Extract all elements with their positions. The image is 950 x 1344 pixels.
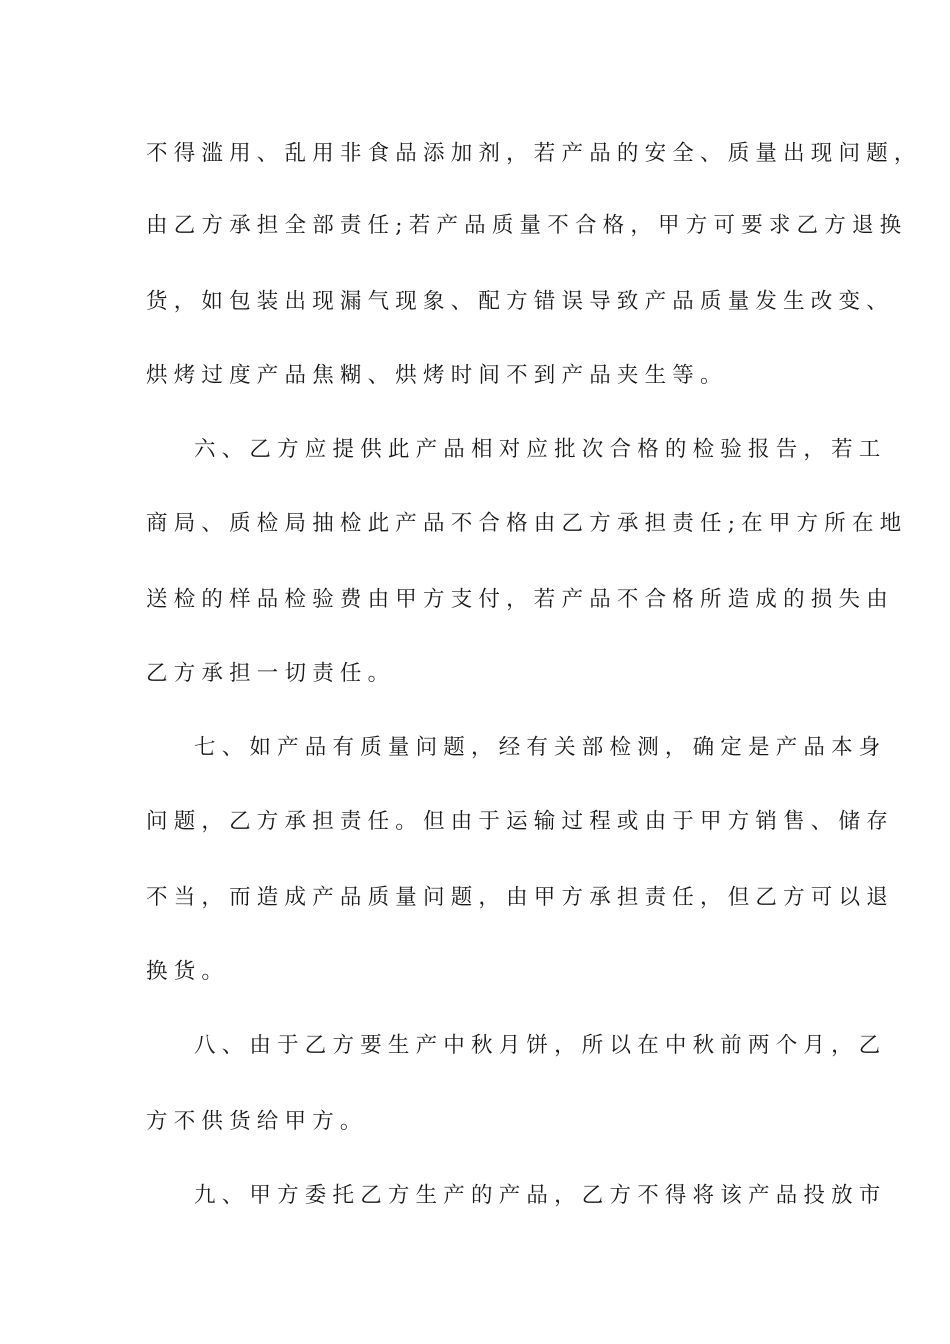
text-line: 烘烤过度产品焦糊、烘烤时间不到产品夹生等。 <box>146 363 728 388</box>
text-line: 由乙方承担全部责任;若产品质量不合格，甲方可要求乙方退换 <box>146 213 908 238</box>
text-line: 送检的样品检验费由甲方支付，若产品不合格所造成的损失由 <box>146 587 894 612</box>
paragraph-7-first-line: 七、如产品有质量问题，经有关部检测，确定是产品本身 <box>194 735 887 760</box>
text-line: 货，如包装出现漏气现象、配方错误导致产品质量发生改变、 <box>146 289 894 314</box>
text-line: 商局、质检局抽检此产品不合格由乙方承担责任;在甲方所在地 <box>146 511 908 536</box>
paragraph-6-first-line: 六、乙方应提供此产品相对应批次合格的检验报告，若工 <box>194 437 887 462</box>
text-line: 换货。 <box>146 959 230 984</box>
text-line: 不得滥用、乱用非食品添加剂，若产品的安全、质量出现问题， <box>146 141 922 166</box>
text-line: 不当，而造成产品质量问题，由甲方承担责任，但乙方可以退 <box>146 885 894 910</box>
text-line: 方不供货给甲方。 <box>146 1109 368 1134</box>
text-line: 乙方承担一切责任。 <box>146 661 396 686</box>
paragraph-8-first-line: 八、由于乙方要生产中秋月饼，所以在中秋前两个月，乙 <box>194 1033 887 1058</box>
text-line: 问题，乙方承担责任。但由于运输过程或由于甲方销售、储存 <box>146 809 894 834</box>
paragraph-9-first-line: 九、甲方委托乙方生产的产品，乙方不得将该产品投放市 <box>194 1183 887 1208</box>
